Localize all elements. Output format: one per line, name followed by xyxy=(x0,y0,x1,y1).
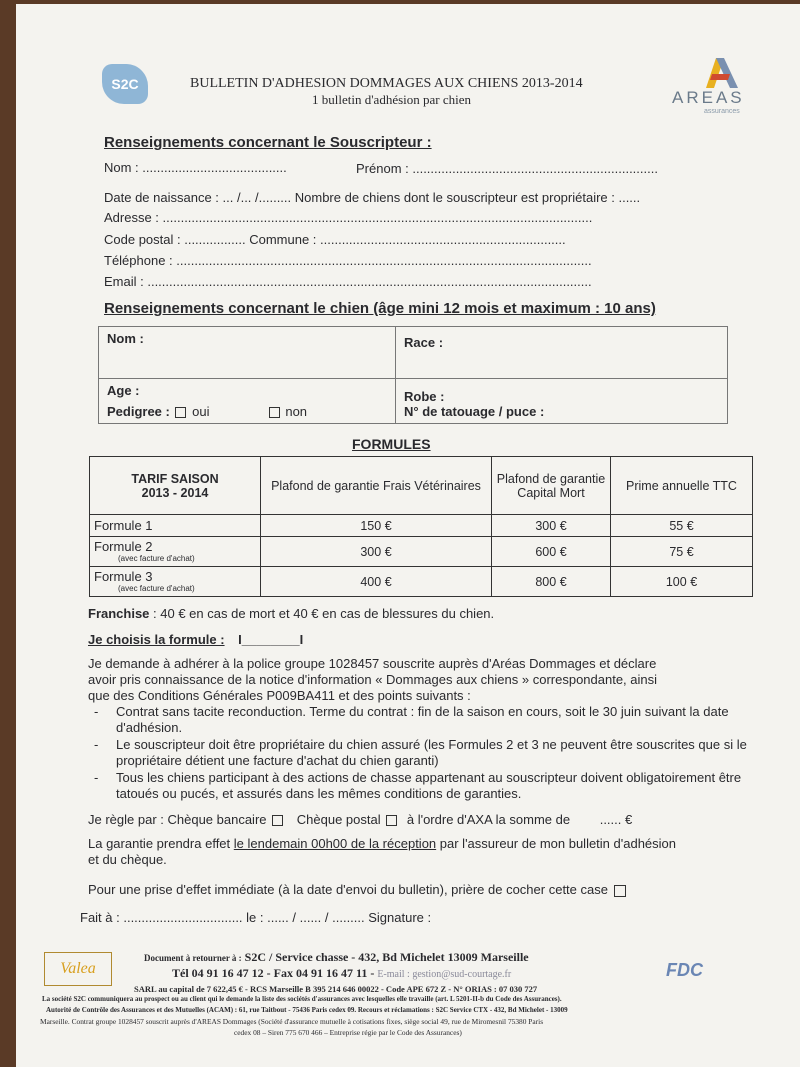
chien-age-label[interactable]: Age : xyxy=(107,383,140,398)
regle-bancaire-label: Je règle par : Chèque bancaire xyxy=(88,812,267,827)
footer-email[interactable]: E-mail : gestion@sud-courtage.fr xyxy=(377,969,512,980)
adresse-field[interactable]: Adresse : ....................................................................................................................... xyxy=(104,210,593,225)
fait-line[interactable]: Fait à : ................................. le : ...... / ...... / ......... Signature : xyxy=(80,910,432,925)
footer-l2: La société S2C communiquera au prospect ou au client qui le demande la liste des sociétés d'assurances avec lesquelles elle travaille (art. L 5201-II-b du Code des Assurances). xyxy=(42,995,562,1003)
chien-nom-cell[interactable] xyxy=(99,327,396,379)
chien-table xyxy=(98,326,728,424)
chien-robe-label[interactable]: Robe : xyxy=(404,389,445,404)
franchise-text: : 40 € en cas de mort et 40 € en cas de blessures du chien. xyxy=(153,606,495,621)
bullet-1: Contrat sans tacite reconduction. Terme du contrat : fin de la saison en cours, soit le 30 juin suivant la date d'adhésion. xyxy=(116,704,729,735)
para1-l2: avoir pris connaissance de la notice d'information « Dommages aux chiens » correspondante, ainsi xyxy=(88,672,658,687)
garantie-b: le lendemain 00h00 de la réception xyxy=(233,836,437,851)
s2c-logo xyxy=(102,64,148,104)
effet-line xyxy=(88,882,628,897)
nom-field[interactable]: Nom : ........................................ xyxy=(104,160,287,175)
table-row xyxy=(90,537,753,567)
table-row xyxy=(90,567,753,597)
pedigree-oui-checkbox[interactable] xyxy=(175,407,186,418)
prime-value: 100 € xyxy=(611,567,753,597)
header-tarif-a: TARIF SAISON xyxy=(131,471,219,486)
areas-logo-icon xyxy=(686,54,746,90)
chien-race-label: Race : xyxy=(404,335,444,350)
prime-value: 75 € xyxy=(611,537,753,567)
footer-tel: Tél 04 91 16 47 12 - Fax 04 91 16 47 11 - xyxy=(172,966,375,980)
retour-address: S2C / Service chasse - 432, Bd Michelet 13009 Marseille xyxy=(244,950,529,964)
pedigree-non-checkbox[interactable] xyxy=(269,407,280,418)
header-prime: Prime annuelle TTC xyxy=(611,457,753,515)
chien-nom-label: Nom : xyxy=(107,331,144,346)
regle-postal-label: Chèque postal xyxy=(296,812,381,827)
choix-line xyxy=(88,632,303,647)
fdc-logo: FDC xyxy=(666,960,703,980)
bullet-3: Tous les chiens participant à des actions de chasse appartenant au souscripteur doivent obligatoirement être tatoués ou pucés, et assurés dans les mêmes conditions de garanties. xyxy=(116,770,742,801)
choix-blank[interactable]: I________I xyxy=(238,632,304,647)
franchise-label: Franchise xyxy=(88,606,150,621)
document-subtitle: 1 bulletin d'adhésion par chien xyxy=(312,92,472,107)
chien-heading: Renseignements concernant le chien (âge mini 12 mois et maximum : 10 ans) xyxy=(104,300,656,317)
formules-table xyxy=(89,456,753,597)
footer-l3: Autorité de Contrôle des Assurances et des Mutuelles (ACAM) : 61, rue Taitbout - 75436 Paris cedex 09. Recours et réclamations : S2C Service CTX - 432, Bd Michelet - 13009 xyxy=(46,1006,568,1014)
document-page xyxy=(16,4,800,1067)
chien-robe-cell xyxy=(396,379,728,424)
bullet-dash: - xyxy=(94,737,99,752)
header-frais: Plafond de garantie Frais Vétérinaires xyxy=(261,457,492,515)
para1-l3: que des Conditions Générales P009BA411 et des points suivants : xyxy=(88,688,471,703)
footer-l1: SARL au capital de 7 622,45 € - RCS Marseille B 395 214 646 00022 - Code APE 672 Z - N° ORIAS : 07 030 727 xyxy=(134,984,538,994)
telephone-field[interactable]: Téléphone : ................................................................................................................... xyxy=(104,253,592,268)
pedigree-label: Pedigree : xyxy=(107,404,170,419)
franchise-line xyxy=(88,606,494,621)
effet-checkbox[interactable] xyxy=(614,885,626,897)
header-tarif-b: 2013 - 2014 xyxy=(141,485,209,500)
bullet-2: Le souscripteur doit être propriétaire du chien assuré (les Formules 2 et 3 ne peuvent être souscrites que si le propriétaire détient une facture d'achat du chien garanti) xyxy=(116,737,747,768)
effet-text: Pour une prise d'effet immédiate (à la date d'envoi du bulletin), prière de cocher cette case xyxy=(88,882,608,897)
garantie-a: La garantie prendra effet xyxy=(88,836,231,851)
s2c-logo-text: S2C xyxy=(111,76,139,92)
chien-tatouage-label[interactable]: N° de tatouage / puce : xyxy=(404,404,545,419)
garantie-c: par l'assureur de mon bulletin d'adhésion xyxy=(439,836,677,851)
footer-retour xyxy=(144,950,529,965)
footer-l5: cedex 08 – Siren 775 670 466 – Entreprise régie par le Code des Assurances) xyxy=(234,1028,462,1037)
frais-value: 300 € xyxy=(261,537,492,567)
formule-name: Formule 2 (avec facture d'achat) xyxy=(90,537,261,567)
header-tarif xyxy=(90,457,261,515)
chien-race-cell[interactable] xyxy=(396,327,728,379)
bullet-dash: - xyxy=(94,704,99,719)
formules-heading: FORMULES xyxy=(352,436,431,452)
garantie-line-2: et du chèque. xyxy=(88,852,167,867)
mort-value: 600 € xyxy=(492,537,611,567)
cheque-bancaire-checkbox[interactable] xyxy=(272,815,283,826)
pedigree-oui-label: oui xyxy=(192,404,210,419)
chien-age-cell xyxy=(99,379,396,424)
reglement-line xyxy=(88,812,632,827)
formule-name: Formule 1 xyxy=(90,515,261,537)
frais-value: 150 € xyxy=(261,515,492,537)
table-row xyxy=(90,515,753,537)
choix-label: Je choisis la formule : xyxy=(88,632,225,647)
date-naissance-field[interactable]: Date de naissance : ... /... /......... Nombre de chiens dont le souscripteur est propriétaire : ...... xyxy=(104,190,641,205)
footer-l4: Marseille. Contrat groupe 1028457 souscrit auprès d'AREAS Dommages (Société d'assurance mutuelle à cotisations fixes, siège social 49, rue de Miromesnil 75380 Paris xyxy=(40,1017,544,1026)
footer-contact xyxy=(172,966,511,981)
frais-value: 400 € xyxy=(261,567,492,597)
areas-logo-subtext: assurances xyxy=(704,108,740,115)
retour-label: Document à retourner à : xyxy=(144,953,242,963)
prenom-field[interactable]: Prénom : .................................................................... xyxy=(356,161,658,176)
mort-value: 300 € xyxy=(492,515,611,537)
email-field[interactable]: Email : ........................................................................................................................... xyxy=(104,274,592,289)
cheque-postal-checkbox[interactable] xyxy=(386,815,397,826)
header-mort: Plafond de garantie Capital Mort xyxy=(492,457,611,515)
regle-ordre-label: à l'ordre d'AXA la somme de xyxy=(406,812,571,827)
formule-name: Formule 3 (avec facture d'achat) xyxy=(90,567,261,597)
document-title: BULLETIN D'ADHESION DOMMAGES AUX CHIENS 2013-2014 xyxy=(190,76,583,91)
prime-value: 55 € xyxy=(611,515,753,537)
mort-value: 800 € xyxy=(492,567,611,597)
code-postal-field[interactable]: Code postal : ................. Commune : .................................................................... xyxy=(104,232,566,247)
valea-logo: Valea xyxy=(44,952,112,986)
pedigree-non-label: non xyxy=(285,404,308,419)
regle-somme-field[interactable]: ...... € xyxy=(599,812,633,827)
areas-logo-text: AREAS xyxy=(672,88,745,107)
bullet-dash: - xyxy=(94,770,99,785)
souscripteur-heading: Renseignements concernant le Souscripteur : xyxy=(104,134,432,151)
para1-l1: Je demande à adhérer à la police groupe 1028457 souscrite auprès d'Aréas Dommages et déclare xyxy=(88,656,657,671)
garantie-line xyxy=(88,836,676,851)
